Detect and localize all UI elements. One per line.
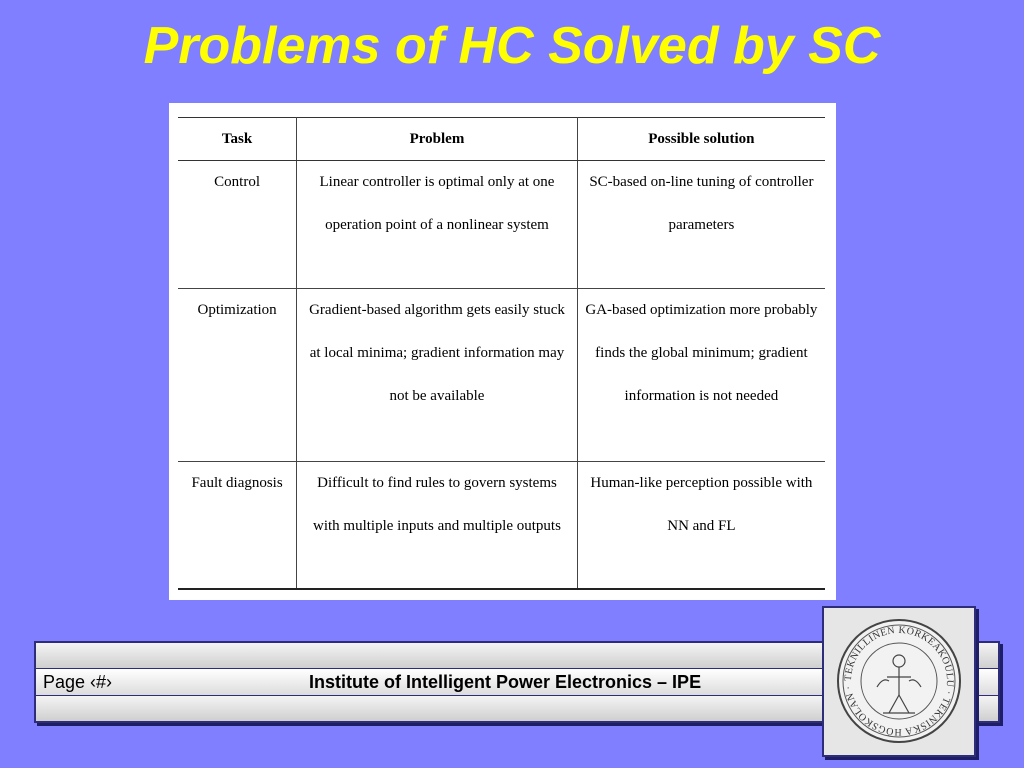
university-seal-icon [835,617,963,745]
table-image [169,103,836,600]
page-number: Page ‹#› [43,672,113,692]
cell-problem: Gradient-based algorithm gets easily stuck at local minima; gradient information may not be available [297,289,578,462]
cell-task: Fault diagnosis [178,462,297,590]
header-problem: Problem [297,118,578,161]
header-task: Task [178,118,297,161]
table-row [178,289,825,462]
table-row [178,462,825,590]
svg-text:TEKNILLINEN KORKEAKOULU · TEKN: TEKNILLINEN KORKEAKOULU · TEKNISKA HÖGSKOLAN · [842,624,956,738]
header-solution: Possible solution [577,118,825,161]
table-header-row [178,118,825,161]
cell-task: Optimization [178,289,297,462]
cell-problem: Linear controller is optimal only at one operation point of a nonlinear system [297,161,578,289]
cell-task: Control [178,161,297,289]
cell-solution: Human-like perception possible with NN and FL [577,462,825,590]
institute-name: Institute of Intelligent Power Electronics – IPE [309,672,702,692]
cell-solution: GA-based optimization more probably finds the global minimum; gradient information is not needed [577,289,825,462]
seal-box [822,606,976,757]
comparison-table [178,117,825,590]
cell-problem: Difficult to find rules to govern systems with multiple inputs and multiple outputs [297,462,578,590]
cell-solution: SC-based on-line tuning of controller parameters [577,161,825,289]
table-row [178,161,825,289]
slide-title: Problems of HC Solved by SC [143,17,881,75]
